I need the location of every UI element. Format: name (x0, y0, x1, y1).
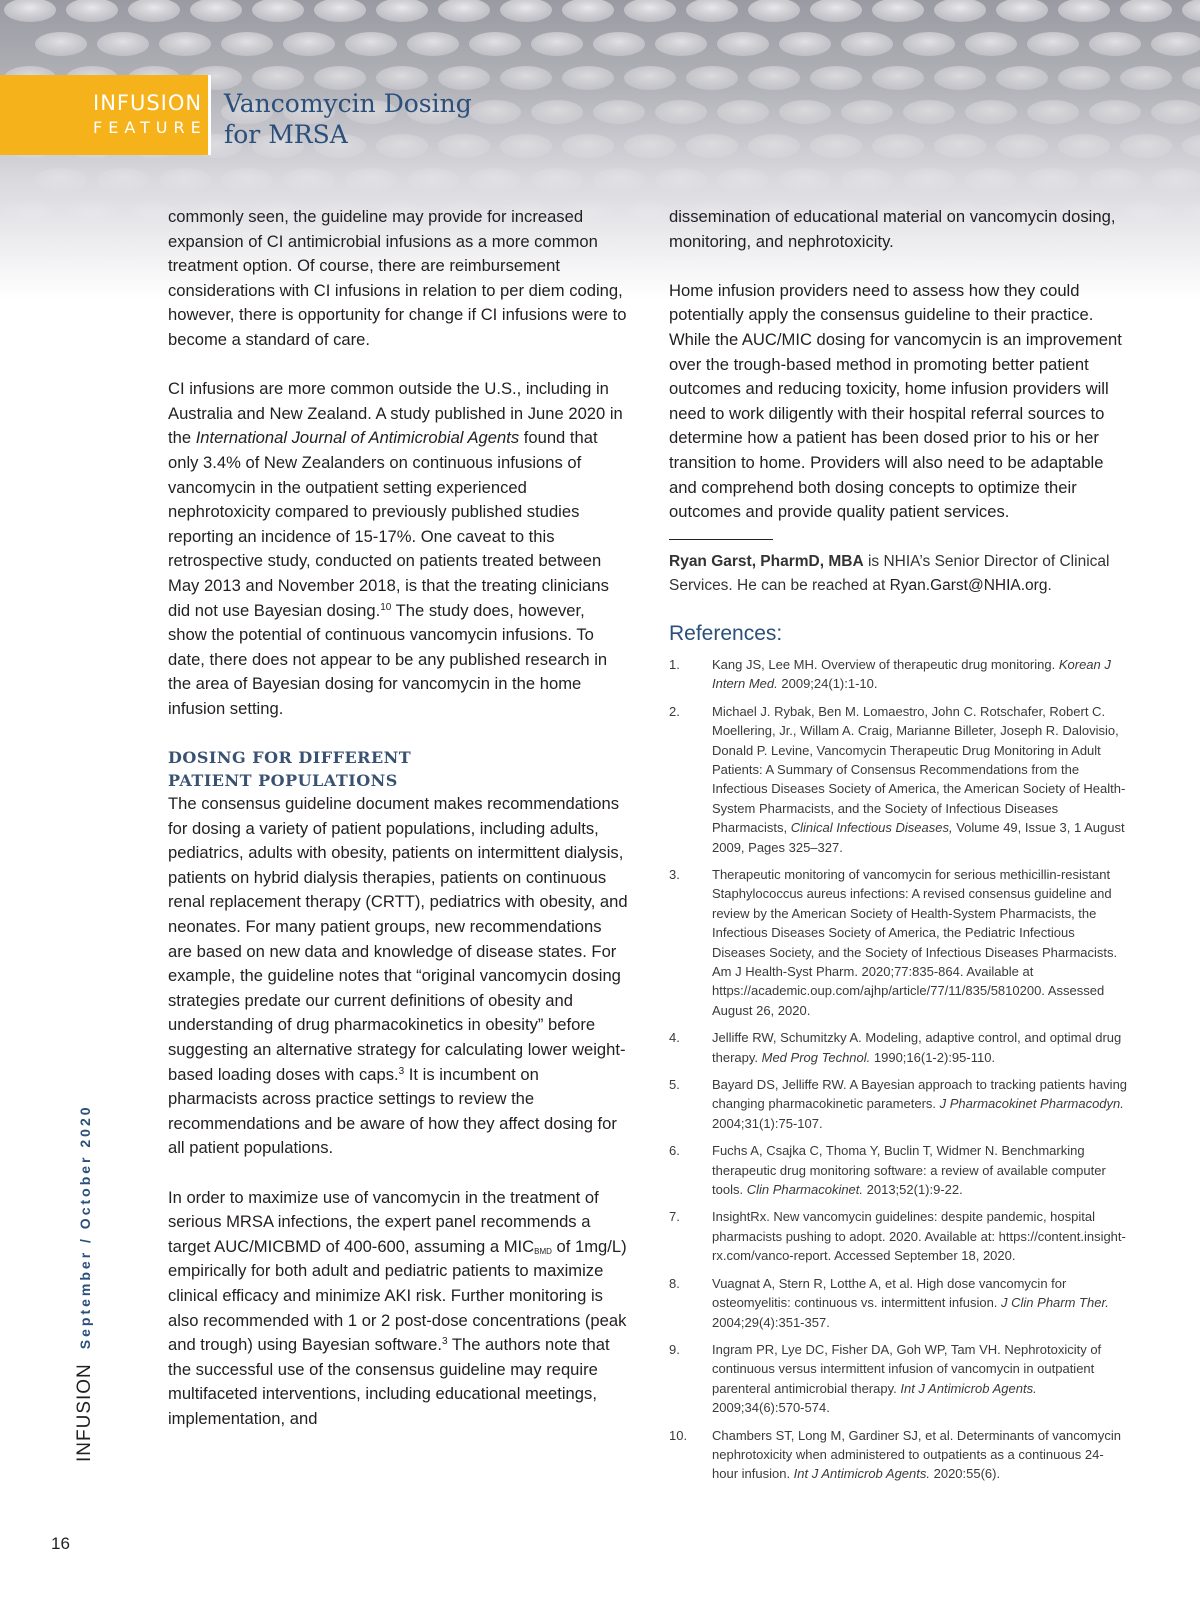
decor-dot (996, 66, 1048, 90)
paragraph: Home infusion providers need to assess how they could potentially apply the consensus guideline to their practice. While the AUC/MIC dosing for vancomycin is an improvement over the trough-based method in promoting better patient outcomes and reducing toxicity, home infusion providers will need to work diligently with their hospital referral sources to determine how a patient has been dosed prior to his or her transition to home. Providers will also need to be adaptable and comprehend both dosing concepts to optimize their outcomes and provide quality patient services. (669, 280, 1122, 522)
reference-item: 10. Chambers ST, Long M, Gardiner SJ, et al. Determinants of vancomycin nephrotoxicity when administered to outpatients as a continuous 24-hour infusion. Int J Antimicrob Agents. 2020:55(6). (669, 1427, 1121, 1482)
decor-dot (717, 168, 769, 192)
decor-dot (283, 32, 335, 56)
decor-dot (469, 168, 521, 192)
side-wordmark: INFUSION (74, 1363, 95, 1462)
decor-dot (779, 168, 831, 192)
decor-dot (996, 134, 1048, 158)
decor-dot (252, 66, 304, 90)
decor-dot (500, 0, 552, 22)
reference-number: 5. (669, 1077, 680, 1093)
decor-dot (438, 66, 490, 90)
page-number: 16 (51, 1534, 70, 1553)
decor-dot (1058, 134, 1110, 158)
decor-dot (1120, 66, 1172, 90)
reference-item: 2. Michael J. Rybak, Ben M. Lomaestro, John C. Rotschafer, Robert C. Moellering, Jr., Willam A. Craig, Marianne Billeter, Joseph R. Dalovisio, Donald P. Levine, Vancomycin Therapeutic Drug Monitoring in Adult Patients: A Summary of Consensus Recommendations from the Infectious Diseases Society of America, the American Society of Health-System Pharmacists, and the Society of Infectious Diseases Pharmacists, Clinical Infectious Diseases, Volume 49, Issue 3, 1 August 2009, Pages 325–327. (669, 703, 1126, 855)
decor-dot (810, 66, 862, 90)
reference-item: 5. Bayard DS, Jelliffe RW. A Bayesian approach to tracking patients having changing pharmacokinetic parameters. J Pharmacokinet Pharmacodyn. 2004;31(1):75-107. (669, 1077, 1128, 1131)
reference-item: 6. Fuchs A, Csajka C, Thoma Y, Buclin T, Widmer N. Benchmarking therapeutic drug monitoring software: a review of available computer tools. Clin Pharmacokinet. 2013;52(1):9-22. (669, 1143, 1106, 1198)
decor-dot (965, 100, 1017, 124)
decor-dot (345, 32, 397, 56)
author-bio: Ryan Garst, PharmD, MBA is NHIA’s Senior Director of Clinical Services. He can be reached at Ryan.Garst@NHIA.org. (669, 552, 1110, 594)
reference-number: 7. (669, 1209, 680, 1225)
decor-dot (407, 32, 459, 56)
author-name: Ryan Garst, PharmD, MBA (669, 552, 864, 570)
divider-rule (669, 539, 773, 540)
decor-dot (469, 32, 521, 56)
decor-dot (872, 134, 924, 158)
decor-dot (1182, 202, 1200, 226)
decor-dot (438, 134, 490, 158)
reference-number: 8. (669, 1275, 680, 1291)
reference-item: 4. Jelliffe RW, Schumitzky A. Modeling, adaptive control, and optimal drug therapy. Med Prog Technol. 1990;16(1-2):95-110. (669, 1030, 1122, 1065)
decor-dot (1151, 168, 1200, 192)
decor-dot (531, 32, 583, 56)
paragraph: In order to maximize use of vancomycin in the treatment of serious MRSA infections, the expert panel recommends a target AUC/MICBMD of 400-600, assuming a $MIC_{BMD}$ of 1mg/L) empirically for both adult and pediatric patients to maximize clinical efficacy and minimize AKI risk. Further monitoring is also recommended with 1 or 2 post-dose concentrations (peak and trough) using Bayesian software.$^3$ The authors note that the successful use of the consensus guideline may require multifaceted interventions, including educational meetings, implementation, and (168, 1187, 627, 1428)
decor-dot (748, 66, 800, 90)
page-title-line-2: for MRSA (224, 120, 348, 149)
decor-dot (97, 32, 149, 56)
reference-item: 7. InsightRx. New vancomycin guidelines: despite pandemic, hospital pharmacists pushing to adopt. 2020. Available at: https://content.insight-rx.com/vanco-report. Accessed September 18, 2020. (669, 1209, 1126, 1264)
journal-name: Med Prog Technol. (761, 1049, 871, 1065)
decor-dot (841, 32, 893, 56)
decor-dot (717, 100, 769, 124)
decor-dot (624, 66, 676, 90)
decor-dot (1027, 32, 1079, 56)
decor-dot (221, 32, 273, 56)
logo-block (0, 75, 208, 155)
decor-dot (66, 0, 118, 22)
decor-dot (562, 0, 614, 22)
decor-dot (965, 168, 1017, 192)
left-column (168, 205, 628, 1432)
references-heading: References: (669, 622, 783, 646)
decor-dot (903, 32, 955, 56)
journal-name: Int J Antimicrob Agents. (900, 1380, 1037, 1396)
decor-dot (593, 32, 645, 56)
decor-dot (562, 134, 614, 158)
paragraph: CI infusions are more common outside the U.S., including in Australia and New Zealand. A study published in June 2020 in the International Journal of Antimicrobial Agents found that only 3.4% of New Zealanders on continuous infusions of vancomycin in the outpatient setting experienced nephrotoxicity compared to previously published studies reporting an incidence of 15-17%. One caveat to this retrospective study, conducted on patients treated between May 2013 and November 2018, is that the treating clinicians did not use Bayesian dosing.$^{10}$ The study does, however, show the potential of continuous vancomycin infusions. To date, there does not appear to be any published research in the area of Bayesian dosing for vancomycin in the home infusion setting. (168, 379, 623, 718)
reference-item: 9. Ingram PR, Lye DC, Fisher DA, Goh WP, Tam VH. Nephrotoxicity of continuous versus intermittent infusion of vancomycin in outpatient parenteral antimicrobial therapy. Int J Antimicrob Agents. 2009;34(6):570-574. (669, 1341, 1102, 1416)
reference-item: 1. Kang JS, Lee MH. Overview of therapeutic drug monitoring. Korean J Intern Med. 2009;24(1):1-10. (669, 656, 1111, 692)
decor-dot (1151, 236, 1200, 260)
decor-dot (934, 0, 986, 22)
decor-dot (810, 0, 862, 22)
decor-dot (97, 236, 149, 260)
reference-number: 4. (669, 1030, 680, 1046)
decor-dot (376, 66, 428, 90)
paragraph: dissemination of educational material on vancomycin dosing, monitoring, and nephrotoxicity. (669, 207, 1116, 251)
decor-dot (562, 66, 614, 90)
decor-dot (376, 0, 428, 22)
page-title-line-1: Vancomycin Dosing (224, 89, 472, 118)
decor-dot (934, 134, 986, 158)
journal-name: Clin Pharmacokinet. (746, 1182, 864, 1198)
footnote-ref: 3 (398, 1065, 405, 1077)
side-branding (74, 1104, 96, 1462)
decor-dot (903, 168, 955, 192)
author-email-link[interactable]: Ryan.Garst@NHIA.org (889, 576, 1048, 594)
decor-dot (97, 168, 149, 192)
decor-dot (438, 0, 490, 22)
decor-dot (1120, 0, 1172, 22)
decor-dot (841, 100, 893, 124)
logo-subtitle: FEATURE (93, 118, 207, 137)
decor-dot (624, 134, 676, 158)
decor-dot (593, 168, 645, 192)
paragraph: The consensus guideline document makes recommendations for dosing a variety of patient populations, including adults, pediatrics, adults with obesity, patients on intermittent dialysis, patients on hybrid dialysis therapies, patients on continuous renal replacement therapy (CRTT), pediatrics with obesity, and neonates. For many patient groups, new recommendations are based on new data and knowledge of disease states. For example, the guideline notes that “original vancomycin dosing strategies predate our current definitions of obesity and understanding of drug pharmacokinetics in obesity” before suggesting an alternative strategy for calculating lower weight-based loading doses with caps.$^3$ It is incumbent on pharmacists across practice settings to review the recommendations and be aware of how they affect dosing for all patient populations. (168, 794, 628, 1158)
decor-dot (128, 0, 180, 22)
decor-dot (190, 0, 242, 22)
decor-dot (500, 134, 552, 158)
decor-dot (593, 100, 645, 124)
subscript: BMD (534, 1246, 552, 1256)
reference-number: 2. (669, 703, 680, 719)
decor-dot (655, 168, 707, 192)
decor-dot (903, 100, 955, 124)
decor-dot (810, 134, 862, 158)
decor-dot (717, 32, 769, 56)
decor-dot (407, 168, 459, 192)
decor-dot (1089, 168, 1141, 192)
footnote-ref: 10 (380, 601, 392, 613)
decor-dot (1151, 100, 1200, 124)
decor-dot (4, 0, 56, 22)
decor-dot (500, 66, 552, 90)
right-column (669, 205, 1129, 1492)
decor-dot (1058, 66, 1110, 90)
decor-dot (314, 0, 366, 22)
journal-name: J Clin Pharm Ther. (1001, 1295, 1109, 1311)
decor-dot (66, 202, 118, 226)
header-divider (208, 75, 211, 155)
decor-dot (314, 66, 366, 90)
decor-dot (345, 168, 397, 192)
decor-dot (872, 0, 924, 22)
decor-dot (748, 134, 800, 158)
decor-dot (655, 100, 707, 124)
logo-wordmark: INFUSION (93, 91, 203, 115)
decor-dot (1027, 100, 1079, 124)
reference-number: 9. (669, 1341, 680, 1357)
decor-dot (376, 134, 428, 158)
journal-name: Int J Antimicrob Agents. (793, 1466, 930, 1482)
decor-dot (686, 0, 738, 22)
decor-dot (1151, 32, 1200, 56)
footnote-ref: 3 (441, 1336, 448, 1348)
decor-dot (1058, 0, 1110, 22)
decor-dot (779, 100, 831, 124)
decor-dot (221, 168, 273, 192)
decor-dot (35, 32, 87, 56)
decor-dot (841, 168, 893, 192)
decor-dot (779, 32, 831, 56)
decor-dot (686, 66, 738, 90)
reference-item: 3. Therapeutic monitoring of vancomycin for serious methicillin-resistant Staphylococcus aureus infections: A revised consensus guideline and review by the American Society of Health-System Pharmacists, the Infectious Diseases Society of America, the Pediatric Infectious Diseases Society, and the Society of Infectious Diseases Pharmacists. Am J Health-Syst Pharm. 2020;77:835-864. Available at https://academic.oup.com/ajhp/article/77/11/835/5810200. Assessed August 26, 2020. (669, 866, 1118, 1018)
decor-dot (531, 100, 583, 124)
decor-dot (686, 134, 738, 158)
decor-dot (283, 168, 335, 192)
decor-dot (1182, 66, 1200, 90)
journal-name: Clinical Infectious Diseases, (790, 820, 953, 836)
decor-dot (35, 168, 87, 192)
decor-dot (1027, 168, 1079, 192)
section-heading: DOSING FOR DIFFERENT PATIENT POPULATIONS (168, 748, 412, 791)
decor-dot (934, 66, 986, 90)
reference-number: 10. (669, 1427, 688, 1443)
journal-name: Korean J Intern Med. (712, 656, 1111, 692)
decor-dot (965, 32, 1017, 56)
issue-date: September / October 2020 (77, 1104, 93, 1350)
references-list (669, 655, 1129, 1484)
decor-dot (4, 202, 56, 226)
journal-name: J Pharmacokinet Pharmacodyn. (939, 1096, 1124, 1112)
decor-dot (1120, 134, 1172, 158)
decor-dot (748, 0, 800, 22)
decor-dot (1089, 32, 1141, 56)
decor-dot (252, 0, 304, 22)
journal-title: International Journal of Antimicrobial Agents (195, 428, 520, 448)
paragraph: commonly seen, the guideline may provide for increased expansion of CI antimicrobial infusions as a more common treatment option. Of course, there are reimbursement considerations with CI infusions in relation to per diem coding, however, there is opportunity for change if CI infusions were to become a standard of care. (168, 207, 627, 349)
decor-dot (469, 100, 521, 124)
decor-dot (655, 32, 707, 56)
decor-dot (872, 66, 924, 90)
reference-number: 1. (669, 656, 680, 672)
reference-number: 3. (669, 866, 680, 882)
decor-dot (1089, 100, 1141, 124)
reference-item: 8. Vuagnat A, Stern R, Lotthe A, et al. High dose vancomycin for osteomyelitis: continuous vs. intermittent infusion. J Clin Pharm Ther. 2004;29(4):351-357. (669, 1275, 1109, 1330)
decor-dot (996, 0, 1048, 22)
decor-dot (624, 0, 676, 22)
decor-dot (1182, 0, 1200, 22)
decor-dot (159, 32, 211, 56)
decor-dot (1182, 134, 1200, 158)
reference-number: 6. (669, 1143, 680, 1159)
decor-dot (159, 168, 211, 192)
decor-dot (531, 168, 583, 192)
decor-dot (35, 236, 87, 260)
